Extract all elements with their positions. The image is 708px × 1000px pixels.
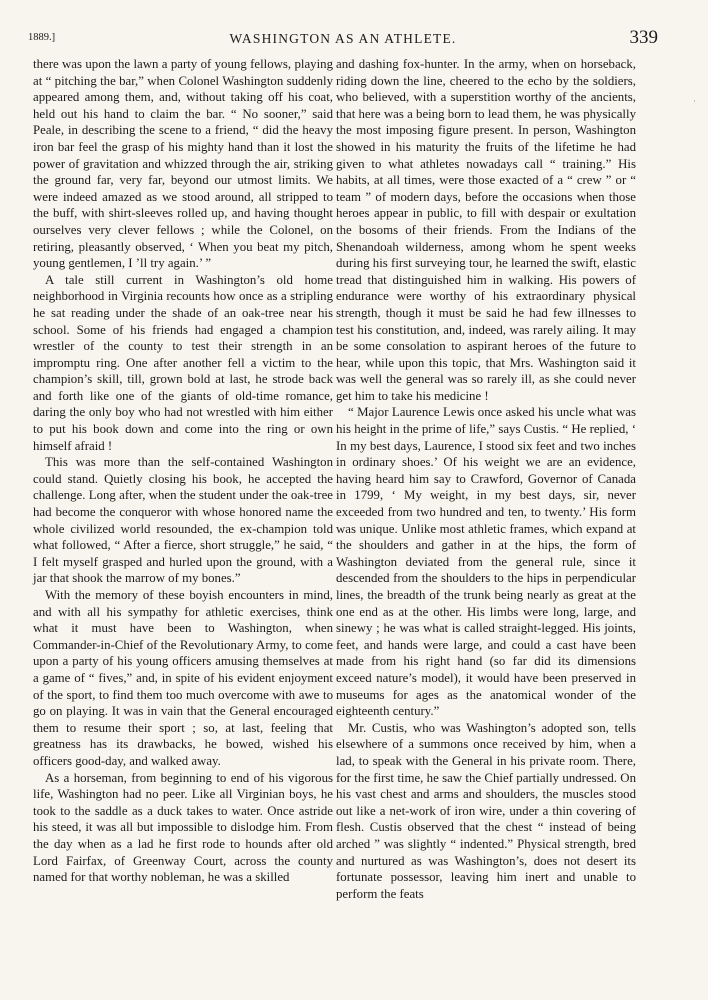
header-year: 1889.] — [28, 32, 56, 43]
paragraph: With the memory of these boyish encounters in mind, and with all his sympathy for athletic exercises, think what it must have been to Washington, when Commander-in-Chief of the Revolutionary Army, to come upon a party of his young officers amusing themselves at a game of “ fives,” and, in spite of his evident enjoyment of the sport, to find them too much overcome with awe to go on playing. It was in vain that the General encouraged them to resume their sport ; so, at last, feeling that greatness has its drawbacks, he bowed, wished his officers good-day, and walked away. — [33, 588, 333, 768]
paragraph: As a horseman, from beginning to end of his vigorous life, Washington had no peer. Like all Virginian boys, he took to the saddle as a duck takes to water. Once astride his steed, it was all but impossible to dislodge him. From the day when as a lad he first rode to hounds after old Lord Fairfax, of Greenway Court, across the county named for that worthy nobleman, he was a skilled — [33, 770, 333, 885]
right-column — [336, 56, 636, 902]
header-title: WASHINGTON AS AN ATHLETE. — [229, 31, 457, 46]
left-column — [33, 56, 333, 886]
paragraph: “ Major Laurence Lewis once asked his uncle what was his height in the prime of life,” says Custis. “ He replied, ‘ In my best days, Laurence, I stood six feet and two inches in ordinary shoes.’ Of his weight we are an evidence, having heard him say to Crawford, Governor of Canada in 1799, ‘ My weight, in my best days, sir, never exceeded from two hundred and ten, to twenty.’ His form was unique. Unlike most athletic frames, which expand at the shoulders and gather in at the hips, the form of Washington deviated from the general rule, since it descended from the shoulders to the hips in perpendicular lines, the breadth of the trunk being nearly as great at the one end as at the other. His limbs were long, large, and sinewy ; he was what is called straight-legged. His joints, feet, and hands were large, and could a cast have been made from his right hand (so far did its dimensions exceed nature’s model), it would have been preserved in museums for ages as the anatomical wonder of the eighteenth century.” — [336, 405, 636, 719]
paragraph: there was upon the lawn a party of young fellows, playing at “ pitching the bar,” when Colonel Washington suddenly appeared among them, and, without taking off his coat, held out his hand to claim the bar. “ No sooner,” said Peale, in describing the scene to a friend, “ did the heavy iron bar feel the grasp of his mighty hand than it lost the power of gravitation and whizzed through the air, striking the ground far, very far, beyond our utmost limits. We were indeed amazed as we stood around, all stripped to the buff, with shirt-sleeves rolled up, and having thought ourselves very clever fellows ; while the Colonel, on retiring, pleasantly observed, ‘ When you beat my pitch, young gentlemen, I ’ll try again.’ ” — [33, 57, 333, 271]
paragraph: This was more than the self-contained Washington could stand. Quietly closing his book, he accepted the challenge. Long after, when the student under the oak-tree had become the conqueror with whose honored name the whole civilized world resounded, the ex-champion told what followed, “ After a fierce, short struggle,” he said, “ I felt myself grasped and hurled upon the ground, with a jar that shook the marrow of my bones.” — [33, 455, 333, 586]
paragraph: and dashing fox-hunter. In the army, when on horseback, riding down the line, cheered to the echo by the soldiers, who believed, with a superstition worthy of the ancients, that here was a being born to lead them, he was physically the most imposing figure present. In person, Washington showed in his maturity the fruits of the lifetime he had given to what athletes nowadays call “ training.” His habits, at all times, were those exacted of a “ crew ” or “ team ” of modern days, before the occasions when those heroes appear in public, to fill with despair or exultation the bosoms of their friends. From the Indians of the Shenandoah wilderness, among whom he spent weeks during his first surveying tour, he learned the swift, elastic tread that distinguished him in walking. His powers of endurance were worthy of his extraordinary physical strength, though it must be said he had few illnesses to test his constitution, and, indeed, was rarely ailing. It may be some consolation to aspirant heroes of the future to hear, while upon this topic, that Mrs. Washington said it was well the general was so rarely ill, as she could never get him to take his medicine ! — [336, 57, 636, 403]
margin-mark: · — [693, 96, 696, 106]
running-head — [28, 27, 658, 50]
page-number: 339 — [629, 27, 658, 48]
paragraph: Mr. Custis, who was Washington’s adopted son, tells elsewhere of a summons once received by him, when a lad, to speak with the General in his private room. There, for the first time, he saw the Chief partially undressed. On his vast chest and arms and shoulders, the muscles stood out like a net-work of iron wire, under a thin covering of flesh. Custis observed that the chest “ instead of being arched ” was slightly “ indented.” Physical strength, bred and nurtured as was Washington’s, does not desert its fortunate possessor, leaving him inert and unable to perform the feats — [336, 720, 636, 901]
paragraph: A tale still current in Washington’s old home neighborhood in Virginia recounts how once as a stripling he sat reading under the shade of an oak-tree near his school. Some of his friends had engaged a champion wrestler of the county to test their strength in an impromptu ring. One after another fell a victim to the champion’s skill, till, grown bold at last, he strode back and forth like one of the giants of old-time romance, daring the only boy who had not wrestled with him either to put his book down and come into the ring or own himself afraid ! — [33, 272, 333, 453]
